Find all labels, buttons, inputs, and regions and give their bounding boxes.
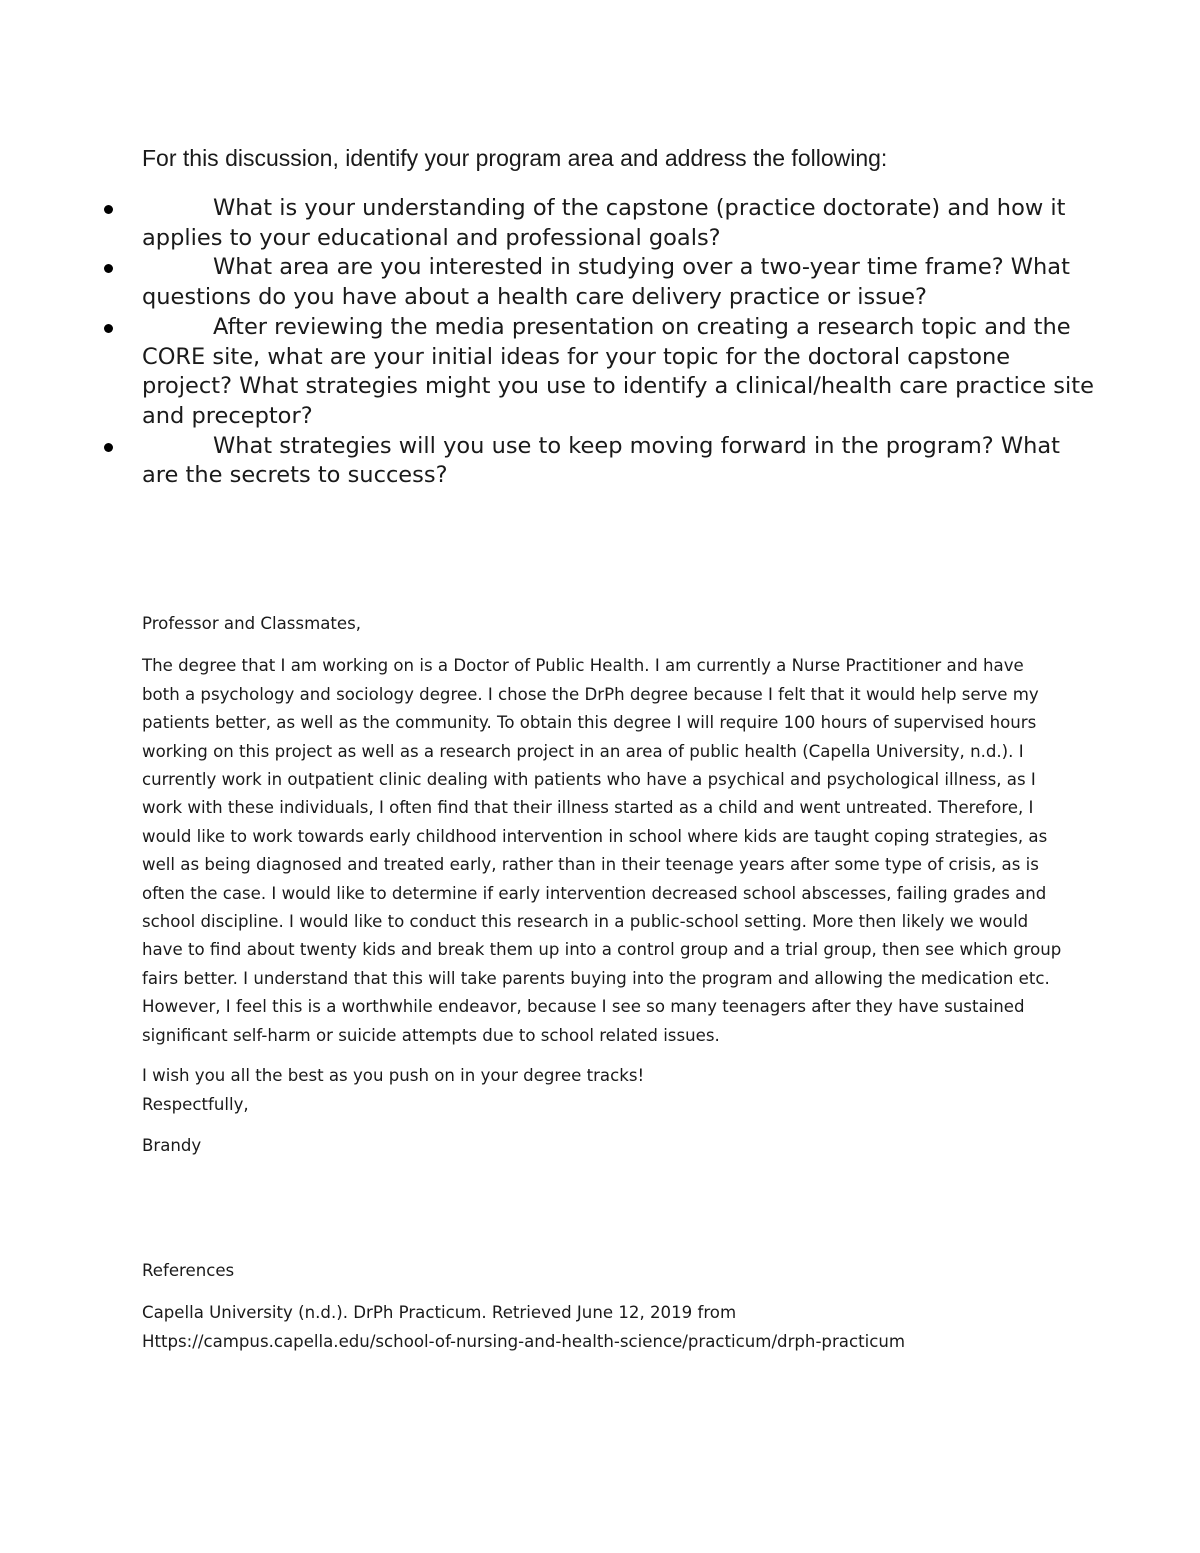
prompt-item-text: What area are you interested in studying over a two-year time frame? What questions do you have about a health care delivery practice or issue? [142, 254, 1070, 311]
prompt-item [0, 194, 1100, 253]
prompt-item [0, 313, 1100, 432]
reference-citation-line: Capella University (n.d.). DrPh Practicum. Retrieved June 12, 2019 from [142, 1303, 737, 1323]
prompt-item [0, 253, 1100, 312]
response-signature: Brandy [142, 1135, 202, 1155]
bullet-icon [104, 205, 113, 214]
bullet-icon [104, 324, 113, 333]
bullet-icon [104, 264, 113, 273]
prompt-item-text: What is your understanding of the capstone (practice doctorate) and how it applies to your educational and professional goals? [142, 195, 1066, 251]
reference-url-line: Https://campus.capella.edu/school-of-nursing-and-health-science/practicum/drph-practicum [142, 1331, 906, 1351]
discussion-response [142, 610, 1062, 1160]
prompt-item [0, 432, 1100, 491]
discussion-prompt-intro: For this discussion, identify your program area and address the following: [142, 145, 888, 171]
bullet-icon [104, 443, 113, 452]
references-section [142, 1257, 1102, 1356]
discussion-prompt-list [0, 194, 1100, 491]
references-heading: References [142, 1261, 235, 1280]
prompt-item-text: What strategies will you use to keep moving forward in the program? What are the secrets to success? [142, 432, 1060, 489]
prompt-item-text: After reviewing the media presentation on creating a research topic and the CORE site, what are your initial ideas for your topic for the doctoral capstone project? What strategies might you use to identify a clinical/health care practice site and preceptor? [142, 313, 1094, 429]
response-wish: I wish you all the best as you push on in your degree tracks! [142, 1066, 645, 1086]
response-body: The degree that I am working on is a Doctor of Public Health. I am currently a Nurse Practitioner and have both a psychology and sociology degree. I chose the DrPh degree because I felt that it would help serve my patients better, as well as the community. To obtain this degree I will require 100 hours of supervised hours working on this project as well as a research project in an area of public health (Capella University, n.d.). I currently work in outpatient clinic dealing with patients who have a psychical and psychological illness, as I work with these individuals, I often find that their illness started as a child and went untreated. Therefore, I would like to work towards early childhood intervention in school where kids are taught coping strategies, as well as being diagnosed and treated early, rather than in their teenage years after some type of crisis, as is often the case. I would like to determine if early intervention decreased school abscesses, failing grades and school discipline. I would like to conduct this research in a public-school setting. More then likely we would have to find about twenty kids and break them up into a control group and a trial group, then see which group fairs better. I understand that this will take parents buying into the program and allowing the medication etc. However, I feel this is a worthwhile endeavor, because I see so many teenagers after they have sustained significant self-harm or suicide attempts due to school related issues. [142, 656, 1062, 1045]
response-greeting: Professor and Classmates, [142, 614, 362, 633]
response-closing: Respectfully, [142, 1094, 249, 1114]
